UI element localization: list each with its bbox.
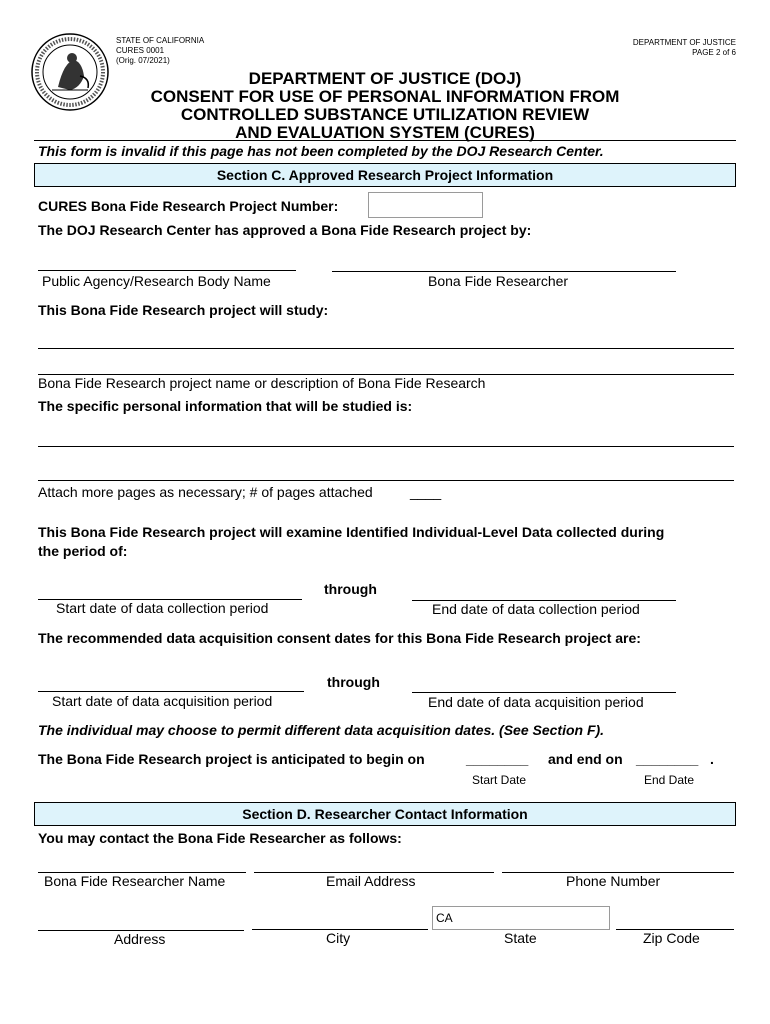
will-study-text: This Bona Fide Research project will study:: [38, 302, 329, 318]
invalid-notice: This form is invalid if this page has not been completed by the DOJ Research Center.: [38, 143, 604, 159]
study-line-1[interactable]: [38, 348, 734, 349]
start-date-label: Start Date: [472, 773, 527, 787]
page-number: PAGE 2 of 6: [692, 48, 736, 57]
info-line-2[interactable]: [38, 480, 734, 481]
state-field[interactable]: [432, 906, 610, 930]
title-line-2: CONSENT FOR USE OF PERSONAL INFORMATION FROM: [150, 87, 620, 106]
email-label: Email Address: [326, 873, 416, 889]
orig-date: (Orig. 07/2021): [116, 56, 170, 65]
sentence-period: .: [710, 751, 714, 767]
start-acquisition-label: Start date of data acquisition period: [52, 693, 273, 709]
examine-line-2: the period of:: [38, 543, 128, 559]
state-label: State: [504, 930, 537, 946]
start-acquisition-line[interactable]: [38, 691, 304, 692]
end-acquisition-label: End date of data acquisition period: [428, 694, 644, 710]
form-title: [40, 70, 730, 142]
address-label: Address: [114, 931, 166, 947]
start-collection-label: Start date of data collection period: [56, 600, 269, 616]
examine-line-1: This Bona Fide Research project will examine Identified Individual-Level Data collected during: [38, 524, 665, 540]
specific-info-text: The specific personal information that will be studied is:: [38, 398, 413, 414]
through-collection: through: [324, 581, 377, 597]
section-c-heading: Section C. Approved Research Project Information: [34, 163, 736, 187]
begin-date-blank[interactable]: ________: [466, 751, 529, 767]
anticipated-text: The Bona Fide Research project is anticipated to begin on: [38, 751, 425, 767]
title-line-4: AND EVALUATION SYSTEM (CURES): [235, 123, 535, 142]
info-line-1[interactable]: [38, 446, 734, 447]
state-label: STATE OF CALIFORNIA: [116, 36, 205, 45]
examine-text: [38, 523, 738, 561]
end-acquisition-line[interactable]: [412, 692, 676, 693]
agency-line[interactable]: [38, 270, 296, 271]
recommended-text: The recommended data acquisition consent dates for this Bona Fide Research project are:: [38, 630, 641, 646]
section-d-heading: Section D. Researcher Contact Information: [34, 802, 736, 826]
project-number-input[interactable]: [369, 193, 482, 217]
end-date-label: End Date: [644, 773, 695, 787]
title-line-1: DEPARTMENT OF JUSTICE (DOJ): [248, 69, 522, 88]
through-acquisition: through: [327, 674, 380, 690]
and-end-on-text: and end on: [548, 751, 623, 767]
end-date-blank[interactable]: ________: [636, 751, 699, 767]
title-line-3: CONTROLLED SUBSTANCE UTILIZATION REVIEW: [180, 105, 590, 124]
zip-label: Zip Code: [643, 930, 700, 946]
individual-choose-text: The individual may choose to permit different data acquisition dates. (See Section F).: [38, 722, 605, 738]
attach-pages-blank[interactable]: ____: [410, 484, 442, 500]
title-divider: [34, 140, 736, 141]
contact-intro-text: You may contact the Bona Fide Researcher as follows:: [38, 830, 402, 846]
dept-label: DEPARTMENT OF JUSTICE: [632, 38, 736, 47]
form-code: CURES 0001: [116, 46, 165, 55]
project-name-label: Bona Fide Research project name or description of Bona Fide Research: [38, 375, 486, 391]
approved-by-text: The DOJ Research Center has approved a Bona Fide Research project by:: [38, 222, 532, 238]
city-label: City: [326, 930, 351, 946]
phone-label: Phone Number: [566, 873, 661, 889]
project-number-field[interactable]: [368, 192, 483, 218]
researcher-line[interactable]: [332, 271, 676, 272]
researcher-label: Bona Fide Researcher: [428, 273, 569, 289]
researcher-name-label: Bona Fide Researcher Name: [44, 873, 226, 889]
attach-pages-label: Attach more pages as necessary; # of pages attached: [38, 484, 373, 500]
state-input[interactable]: [433, 907, 609, 929]
agency-label: Public Agency/Research Body Name: [42, 273, 271, 289]
end-collection-label: End date of data collection period: [432, 601, 640, 617]
project-number-label: CURES Bona Fide Research Project Number:: [38, 198, 339, 214]
